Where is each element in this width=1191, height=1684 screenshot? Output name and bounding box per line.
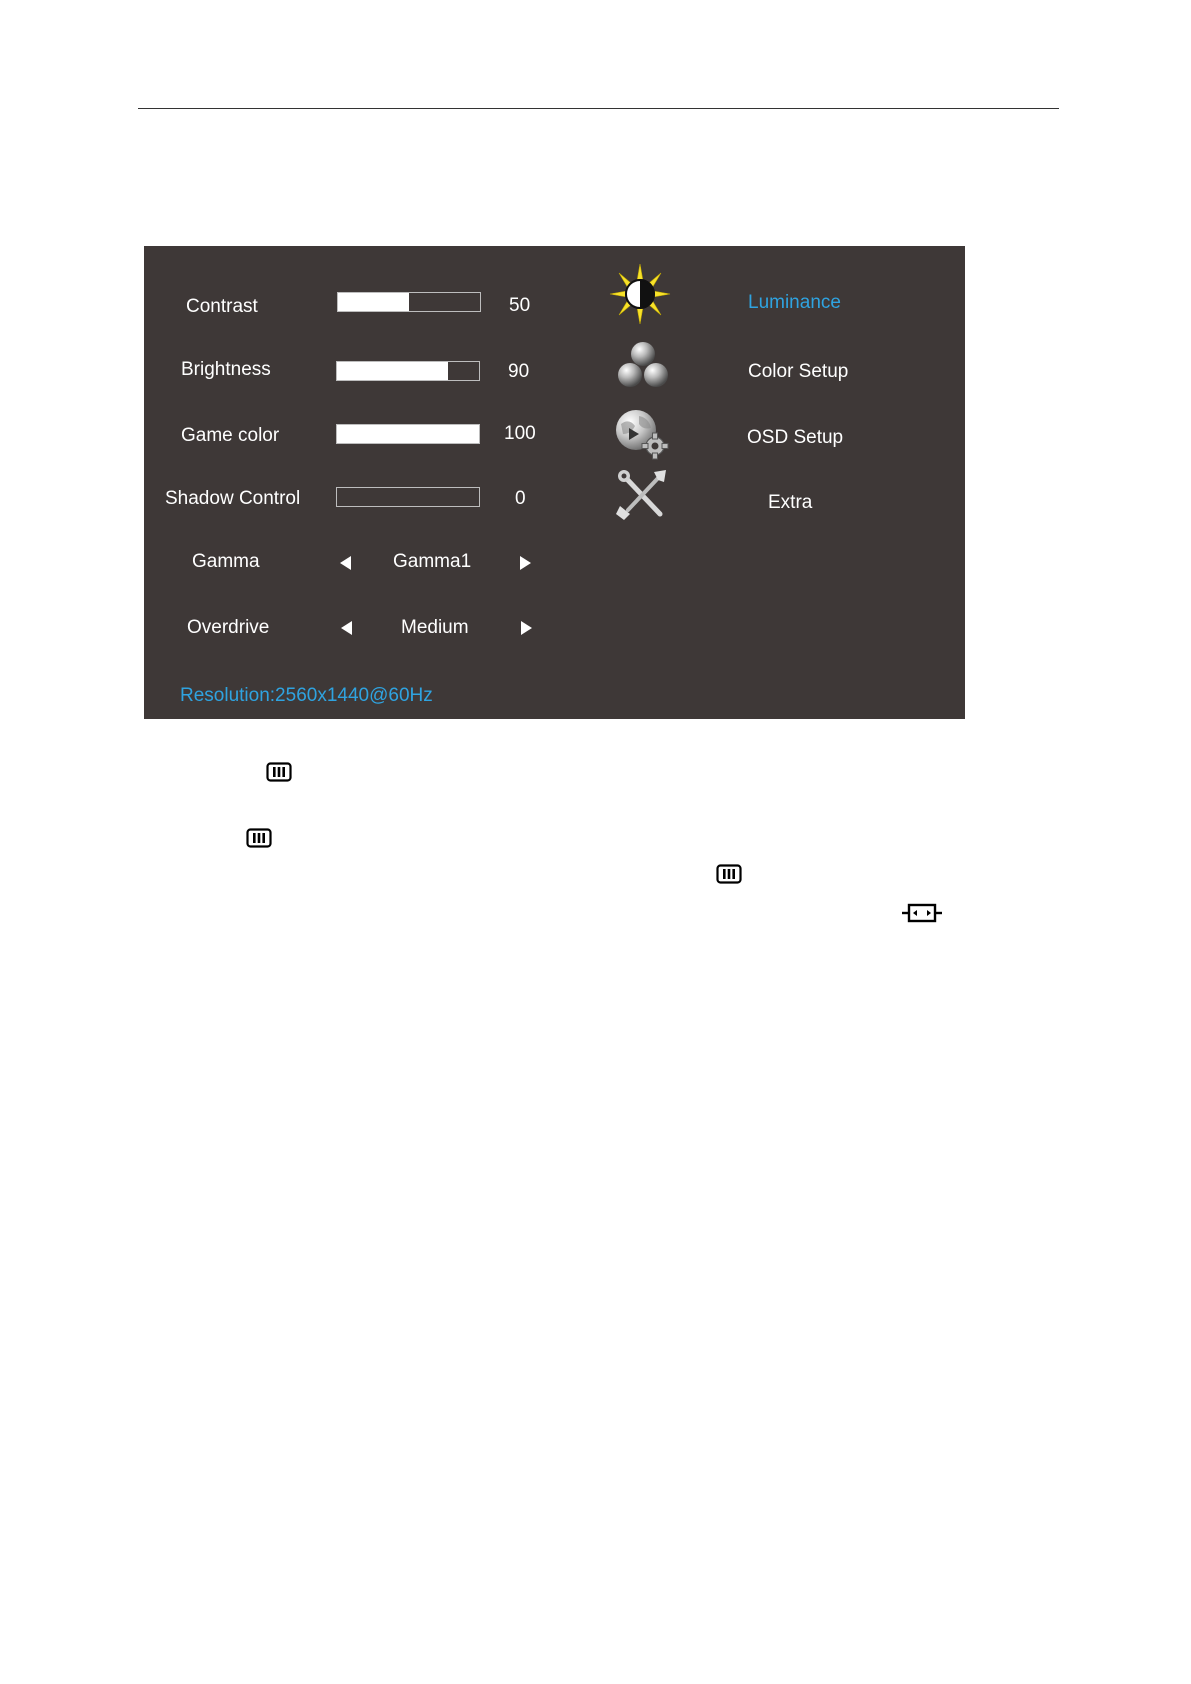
game-color-value: 100 — [504, 423, 536, 444]
menu-item-color-setup[interactable]: Color Setup — [748, 361, 849, 382]
game-color-label: Game color — [181, 425, 280, 446]
extra-tools-icon[interactable] — [610, 466, 674, 526]
brightness-slider-fill — [337, 362, 448, 380]
game-color-slider[interactable] — [336, 424, 480, 444]
menu-item-extra[interactable]: Extra — [768, 492, 813, 513]
menu-key-icon — [716, 864, 742, 884]
gamma-next-arrow[interactable] — [520, 556, 531, 570]
shadow-control-slider[interactable] — [336, 487, 480, 507]
overdrive-next-arrow[interactable] — [521, 621, 532, 635]
luminance-icon[interactable] — [608, 264, 672, 324]
contrast-slider[interactable] — [337, 292, 481, 312]
overdrive-label: Overdrive — [187, 617, 270, 638]
source-key-icon — [902, 902, 942, 924]
contrast-label: Contrast — [186, 296, 258, 317]
shadow-control-label: Shadow Control — [165, 488, 301, 509]
menu-key-icon — [266, 762, 292, 782]
header-rule — [138, 108, 1059, 109]
game-color-slider-fill — [337, 425, 479, 443]
resolution-status: Resolution:2560x1440@60Hz — [180, 685, 433, 706]
gamma-previous-arrow[interactable] — [340, 556, 351, 570]
shadow-control-value: 0 — [515, 488, 526, 509]
menu-item-luminance[interactable]: Luminance — [748, 292, 841, 313]
brightness-value: 90 — [508, 361, 530, 382]
menu-item-osd-setup[interactable]: OSD Setup — [747, 427, 844, 448]
contrast-value: 50 — [509, 295, 531, 316]
brightness-slider[interactable] — [336, 361, 480, 381]
color-setup-icon[interactable] — [611, 338, 675, 398]
menu-key-icon — [246, 828, 272, 848]
osd-menu-panel — [144, 246, 965, 719]
contrast-slider-fill — [338, 293, 409, 311]
brightness-label: Brightness — [181, 359, 271, 380]
gamma-label: Gamma — [192, 551, 260, 572]
osd-setup-icon[interactable] — [609, 404, 673, 464]
overdrive-value: Medium — [401, 617, 469, 638]
gamma-value: Gamma1 — [393, 551, 472, 572]
overdrive-previous-arrow[interactable] — [341, 621, 352, 635]
